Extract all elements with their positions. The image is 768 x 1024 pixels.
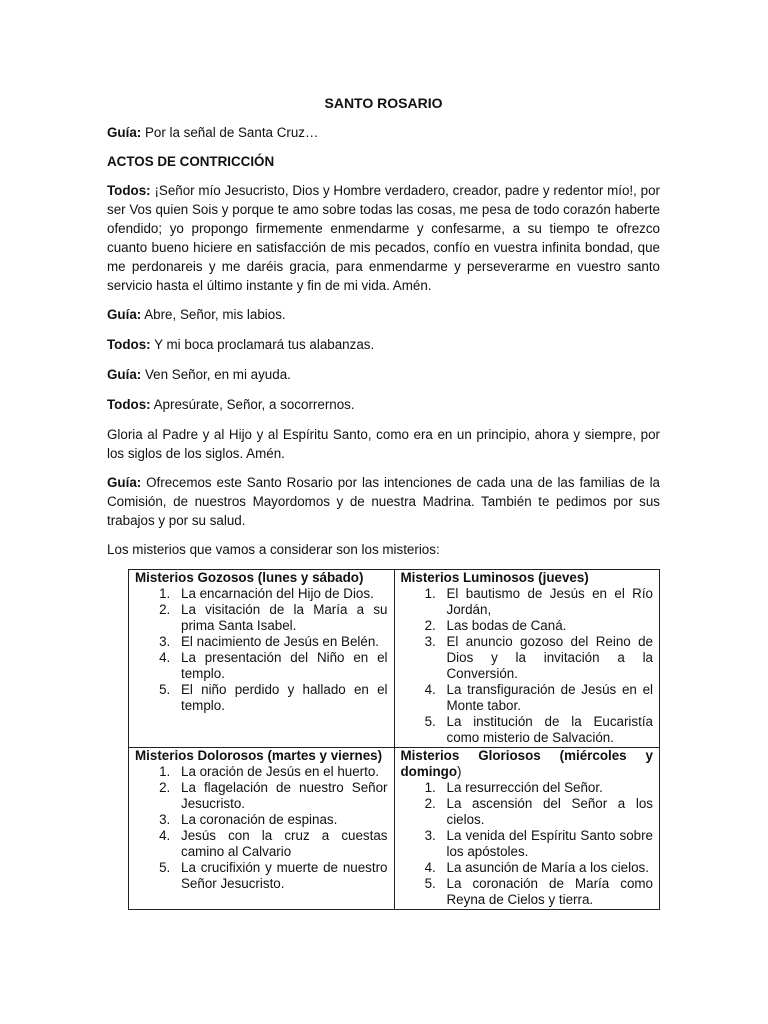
paragraph-gloria — [107, 425, 660, 463]
cell-gloriosos — [394, 748, 660, 910]
list-item: 2. La ascensión del Señor a los cielos. — [440, 796, 654, 828]
paragraph-todos-3 — [107, 395, 660, 414]
paragraph-guia-4 — [107, 473, 660, 530]
list-item: 3. El nacimiento de Jesús en Belén. — [174, 634, 388, 650]
speaker-label: Guía: — [107, 475, 142, 490]
speaker-label: Guía: — [107, 125, 142, 140]
section-heading-text: ACTOS DE CONTRICCIÓN — [107, 154, 275, 169]
paragraph-guia-1 — [107, 123, 660, 142]
list-item: 2. La visitación de la María a su prima Santa Isabel. — [174, 602, 388, 634]
paragraph-todos-2 — [107, 335, 660, 354]
table-row — [129, 570, 660, 748]
list-item: 5. La crucifixión y muerte de nuestro Señor Jesucristo. — [174, 860, 388, 892]
paragraph-text: Apresúrate, Señor, a socorrernos. — [150, 397, 355, 412]
cell-title: Misterios Dolorosos (martes y viernes) — [135, 748, 383, 763]
misterios-list — [135, 586, 388, 714]
list-item: 3. El anuncio gozoso del Reino de Dios y la invitación a la Conversión. — [440, 634, 654, 682]
list-item: 4. La presentación del Niño en el templo. — [174, 650, 388, 682]
page-title: SANTO ROSARIO — [324, 95, 443, 111]
list-item: 1. La oración de Jesús en el huerto. — [174, 764, 388, 780]
cell-luminosos — [394, 570, 660, 748]
misterios-list — [401, 586, 654, 746]
paragraph-misterios-intro — [107, 540, 660, 559]
paragraph-text: Ofrecemos este Santo Rosario por las intenciones de cada una de las familias de la Comisión, de nuestros Mayordomos y de nuestra Madrina. También te pedimos por sus trabajos y por su salud. — [107, 475, 660, 528]
paragraph-text: Por la señal de Santa Cruz… — [141, 125, 319, 140]
list-item: 3. La venida del Espíritu Santo sobre los apóstoles. — [440, 828, 654, 860]
list-item: 3. La coronación de espinas. — [174, 812, 388, 828]
paragraph-text: Ven Señor, en mi ayuda. — [141, 367, 291, 382]
speaker-label: Guía: — [107, 367, 142, 382]
cell-title: Misterios Luminosos (jueves) — [400, 570, 589, 585]
list-item: 5. El niño perdido y hallado en el templo. — [174, 682, 388, 714]
speaker-label: Guía: — [107, 307, 142, 322]
paragraph-text: ¡Señor mío Jesucristo, Dios y Hombre verdadero, creador, padre y redentor mío!, por ser Vos quien Sois y porque te amo sobre todas las cosas, me pesa de todo corazón haberte ofendido; yo propongo firmemente enmendarme y confesarme, a su tiempo te ofrezco cuanto bueno hiciere en satisfacción de mis pecados, confío en vuestra infinita bondad, que me perdonareis y me daréis gracia, para enmendarme y perseverarme en vuestro santo servicio hasta el último instante y fin de mi vida. Amén. — [107, 183, 660, 293]
misterios-table — [128, 569, 660, 910]
list-item: 5. La institución de la Eucaristía como misterio de Salvación. — [440, 714, 654, 746]
cell-title-suffix: ) — [457, 764, 462, 779]
speaker-label: Todos: — [107, 397, 151, 412]
misterios-list — [401, 780, 654, 908]
cell-title — [401, 748, 654, 780]
document-body — [107, 88, 660, 910]
cell-gozosos — [129, 570, 395, 748]
misterios-list — [135, 764, 388, 892]
cell-title-text: Misterios Gloriosos (miércoles y domingo — [400, 748, 653, 779]
section-heading — [107, 152, 660, 171]
list-item: 1. La encarnación del Hijo de Dios. — [174, 586, 388, 602]
list-item: 1. El bautismo de Jesús en el Río Jordán, — [440, 586, 654, 618]
paragraph-text: Abre, Señor, mis labios. — [141, 307, 286, 322]
cell-title: Misterios Gozosos (lunes y sábado) — [135, 570, 364, 585]
list-item: 2. Las bodas de Caná. — [440, 618, 654, 634]
paragraph-text: Y mi boca proclamará tus alabanzas. — [150, 337, 375, 352]
list-item: 4. Jesús con la cruz a cuestas camino al Calvario — [174, 828, 388, 860]
list-item: 1. La resurrección del Señor. — [440, 780, 654, 796]
table-row — [129, 748, 660, 910]
list-item: 2. La flagelación de nuestro Señor Jesucristo. — [174, 780, 388, 812]
speaker-label: Todos: — [107, 337, 151, 352]
list-item: 5. La coronación de María como Reyna de Cielos y tierra. — [440, 876, 654, 908]
speaker-label: Todos: — [107, 183, 151, 198]
paragraph-text: Gloria al Padre y al Hijo y al Espíritu Santo, como era en un principio, ahora y siempre, por los siglos de los siglos. Amén. — [107, 427, 660, 461]
paragraph-guia-3 — [107, 365, 660, 384]
list-item: 4. La transfiguración de Jesús en el Monte tabor. — [440, 682, 654, 714]
paragraph-text: Los misterios que vamos a considerar son los misterios: — [107, 542, 440, 557]
paragraph-guia-2 — [107, 305, 660, 324]
paragraph-todos-contriccion — [107, 181, 660, 295]
cell-dolorosos — [129, 748, 395, 910]
list-item: 4. La asunción de María a los cielos. — [440, 860, 654, 876]
